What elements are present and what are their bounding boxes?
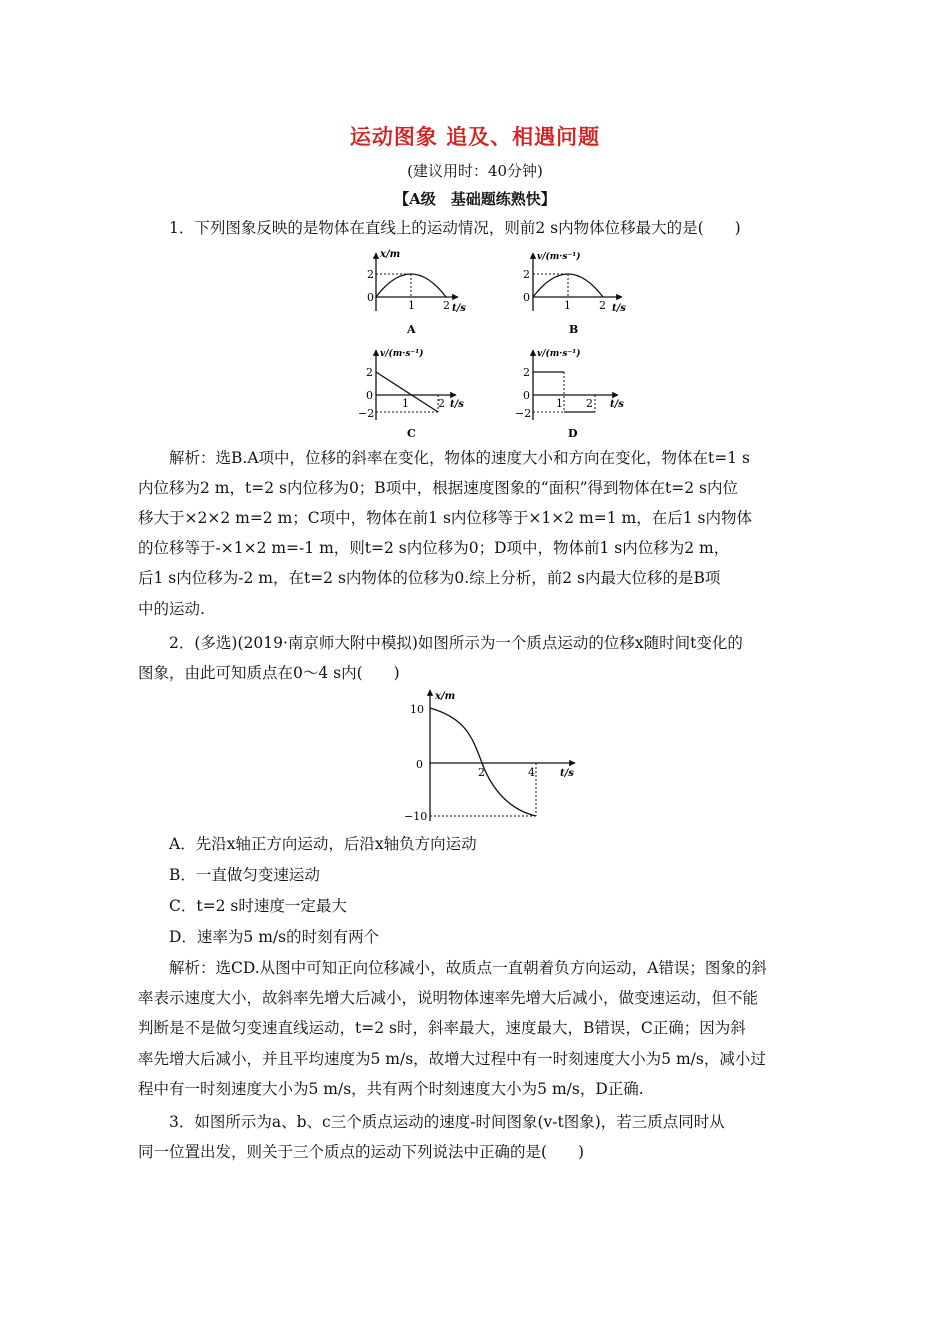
q2-xlabel: t/s [560,768,574,779]
graph-d-label: D [568,427,578,440]
q2-option-b: B．一直做匀变速运动 [169,866,320,884]
q1-stem: 1．下列图象反映的是物体在直线上的运动情况，则前2 s内物体位移最大的是( ) [169,219,741,237]
graph-b-xlabel: t/s [612,303,626,314]
q2-stem-line-1: 2．(多选)(2019·南京师大附中模拟)如图所示为一个质点运动的位移x随时间t变化的 [169,634,743,652]
graph-b-ytick-0: 0 [523,291,530,304]
graph-c-ylabel: v/(m·s⁻¹) [380,349,424,359]
graph-a-xtick-2: 2 [443,299,450,312]
graph-a-xlabel: t/s [452,303,466,314]
graph-c-ytick-2: 2 [366,366,373,379]
graph-b [523,251,626,336]
graph-d-xtick-1: 1 [556,397,563,410]
q2-analysis-line-3: 判断是不是做匀变速直线运动，t=2 s时，斜率最大，速度最大，B错误，C正确；因为斜 [138,1019,746,1037]
graph-d-xtick-2: 2 [586,397,593,410]
q2-ylabel: x/m [435,691,456,702]
q2-option-d: D．速率为5 m/s的时刻有两个 [169,928,380,946]
q2-option-a: A．先沿x轴正方向运动，后沿x轴负方向运动 [169,835,477,853]
suggested-time: (建议用时：40分钟) [407,162,543,180]
graph-c [358,348,464,440]
section-heading: 【A级 基础题练熟快】 [394,190,556,208]
q1-analysis-line-4: 的位移等于-×1×2 m=-1 m，则t=2 s内位移为0；D项中，物体前1 s内位移为2 m， [138,539,730,557]
graph-a-ylabel: x/m [380,249,401,260]
graph-b-xtick-1: 1 [564,299,571,312]
q1-analysis-line-6: 中的运动. [138,600,205,618]
graph-a [367,249,466,336]
q2-analysis-line-4: 率先增大后减小，并且平均速度为5 m/s，故增大过程中有一时刻速度大小为5 m/s，减小过 [138,1050,766,1068]
graph-d-ytick-2: 2 [523,366,530,379]
graph-d-xlabel: t/s [610,399,624,410]
graph-a-xtick-1: 1 [408,299,415,312]
q3-stem-line-2: 同一位置出发，则关于三个质点的运动下列说法中正确的是( ) [138,1143,585,1161]
graph-d-ylabel: v/(m·s⁻¹) [537,349,581,359]
graph-c-xtick-2: 2 [438,397,445,410]
q1-analysis-line-3: 移大于×2×2 m=2 m；C项中，物体在前1 s内位移等于×1×2 m=1 m，在后1 s内物体 [138,509,752,527]
graph-a-ytick-2: 2 [367,268,374,281]
q2-xtick-2: 2 [478,766,485,779]
graph-c-label: C [407,427,416,440]
graph-b-ylabel: v/(m·s⁻¹) [537,252,581,262]
graph-b-label: B [569,323,579,336]
graph-c-xlabel: t/s [450,399,464,410]
q2-ytick-10: 10 [410,703,424,716]
q3-stem-line-1: 3．如图所示为a、b、c三个质点运动的速度-时间图象(v-t图象)，若三质点同时从 [169,1113,725,1131]
graph-d-ytick-neg2: −2 [515,407,532,420]
graph-b-xtick-2: 2 [599,299,606,312]
q1-analysis-line-5: 后1 s内位移为-2 m，在t=2 s内物体的位移为0.综上分析，前2 s内最大位移的是B项 [138,569,721,587]
q2-analysis-line-5: 程中有一时刻速度大小为5 m/s，共有两个时刻速度大小为5 m/s，D正确. [138,1080,644,1098]
graph-b-ytick-2: 2 [523,268,530,281]
graph-c-ytick-neg2: −2 [358,407,375,420]
graph-a-ytick-0: 0 [367,291,374,304]
q2-figure [380,686,590,826]
graph-d-ytick-0: 0 [523,389,530,402]
graph-c-ytick-0: 0 [366,389,373,402]
graph-c-xtick-1: 1 [402,397,409,410]
q2-xtick-4: 4 [528,766,535,779]
q2-ytick-neg10: −10 [404,810,428,823]
q2-option-c: C．t=2 s时速度一定最大 [169,897,347,915]
page-title: 运动图象 追及、相遇问题 [349,124,601,149]
q2-analysis-line-2: 率表示速度大小，故斜率先增大后减小，说明物体速率先增大后减小，做变速运动，但不能 [138,989,759,1007]
graph-d [515,348,624,440]
q1-figure [340,245,640,445]
q1-analysis-line-1: 解析：选B.A项中，位移的斜率在变化，物体的速度大小和方向在变化，物体在t=1 s [169,449,750,467]
q2-stem-line-2: 图象，由此可知质点在0～4 s内( ) [138,664,400,682]
q2-ytick-0: 0 [416,758,423,771]
q1-analysis-line-2: 内位移为2 m，t=2 s内位移为0；B项中，根据速度图象的“面积”得到物体在t=2 s内位 [138,479,739,497]
q2-analysis-line-1: 解析：选CD.从图中可知正向位移减小，故质点一直朝着负方向运动，A错误；图象的斜 [169,959,767,977]
graph-a-label: A [407,323,416,336]
